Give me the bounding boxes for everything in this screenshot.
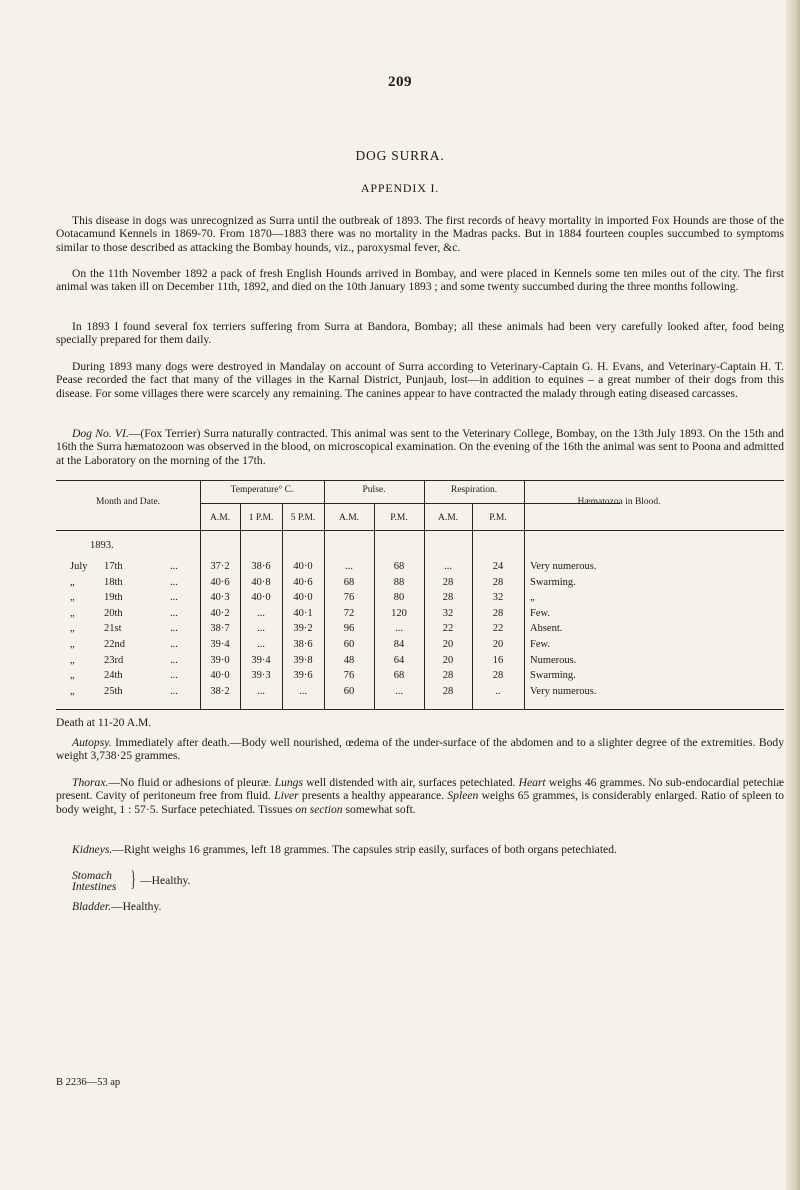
table-cell-p-pm: 120 bbox=[391, 607, 407, 619]
table-header-bottom-rule bbox=[56, 530, 784, 531]
header-pulse-pm: P.M. bbox=[390, 513, 408, 523]
intestines-label: Intestines bbox=[72, 880, 117, 893]
header-haematozoa: Hæmatozoa in Blood. bbox=[577, 497, 661, 507]
table-cell-h: Few. bbox=[530, 607, 551, 619]
table-cell-day: 24th bbox=[104, 670, 123, 682]
table-cell-t-1pm: ... bbox=[257, 607, 265, 619]
table-leader-dots: ... bbox=[170, 639, 178, 650]
table-cell-r-pm: 28 bbox=[492, 670, 504, 682]
header-resp-am: A.M. bbox=[437, 513, 459, 523]
table-leader-dots: ... bbox=[170, 607, 178, 619]
table-cell-t-am: 38·2 bbox=[210, 685, 230, 697]
table-cell-p-pm: ... bbox=[395, 623, 403, 635]
header-temp-5pm: 5 P.M. bbox=[290, 513, 316, 523]
table-cell-r-am: 20 bbox=[442, 654, 454, 666]
thorax-label: Thorax. bbox=[72, 776, 109, 789]
dog-description: —(Fox Terrier) Surra naturally contracted. This animal was sent to the Veterinary College, Bombay, on the 13th July 1893. On the 15th and 16th the Surra hæmatozoon was observed in the blood, on microscopical examination. On the evening of the 16th the animal was sent to Poona and admitted at the Laboratory on the morning of the 17th. bbox=[56, 427, 784, 467]
table-cell-t-1pm: 38·6 bbox=[251, 561, 271, 572]
table-leader-dots: ... bbox=[170, 576, 178, 588]
table-cell-t-am: 40·2 bbox=[210, 607, 230, 619]
paragraph-1: This disease in dogs was unrecognized as Surra until the outbreak of 1893. The first records of heavy mortality in imported Fox Hounds are those of the Ootacamund Kennels in 1869-70. From 1870—1883 there was no mortality in the Madras packs. But in 1884 fourteen couples succumbed to symptoms similar to those described as attacking the Bombay hounds, viz., paroxysmal fever, &c. bbox=[56, 214, 784, 254]
table-leader-dots: ... bbox=[170, 623, 178, 635]
paragraph-2: On the 11th November 1892 a pack of fresh English Hounds arrived in Bombay, and were placed in Kennels some ten miles out of the city. The first animal was taken ill on December 11th, 1892, and died on the 10th January 1893 ; and some twenty succumbed during the three months following. bbox=[56, 267, 784, 294]
table-cell-t-am: 39·4 bbox=[210, 639, 230, 650]
table-cell-r-pm: 28 bbox=[492, 607, 504, 619]
table-cell-t-5pm: ... bbox=[299, 685, 307, 697]
table-cell-r-pm: 16 bbox=[492, 654, 504, 666]
page-title: DOG SURRA. bbox=[355, 148, 445, 163]
table-cell-r-am: 28 bbox=[442, 576, 454, 588]
printer-mark: B 2236—53 ap bbox=[56, 1077, 121, 1088]
table-cell-month: „ bbox=[70, 654, 75, 666]
table-cell-h: Swarming. bbox=[530, 670, 576, 682]
table-cell-r-pm: .. bbox=[495, 685, 501, 697]
table-cell-r-pm: 22 bbox=[492, 623, 504, 635]
table-cell-r-am: 28 bbox=[442, 592, 454, 604]
table-vrule bbox=[524, 480, 525, 709]
table-cell-month: „ bbox=[70, 576, 75, 588]
kidneys-paragraph: Kidneys.—Right weighs 16 grammes, left 18 grammes. The capsules strip easily, surfaces of both organs petechiated. bbox=[72, 843, 617, 856]
table-cell-p-am: 72 bbox=[343, 607, 355, 619]
table-cell-r-am: ... bbox=[444, 561, 452, 572]
table-cell-t-1pm: 40·8 bbox=[251, 576, 271, 588]
table-cell-t-1pm: ... bbox=[257, 685, 265, 697]
stomach-label: Stomach bbox=[72, 869, 112, 882]
death-time: Death at 11-20 A.M. bbox=[56, 716, 152, 729]
paragraph-4: During 1893 many dogs were destroyed in Mandalay on account of Surra according to Veterinary-Captain G. H. Evans, and Veterinary-Captain H. T. Pease recorded the fact that many of the villages in the Karnal District, Punjaub, lost—in addition to equines – a great number of their dogs from this disease. For some villages there were scarcely any remaining. The canines appear to have contracted the malady through eating diseased carcasses. bbox=[56, 360, 784, 400]
table-cell-r-pm: 28 bbox=[492, 576, 504, 588]
thorax-paragraph: Thorax.—No fluid or adhesions of pleuræ. Lungs well distended with air, surfaces petechiated. Heart weighs 46 grammes. No sub-endocardial petechiæ present. Cavity of peritoneum free from fluid. Liver presents a healthy appearance. Spleen weighs 65 grammes, is considerably enlarged. Ratio of spleen to body weight, 1 : 57·5. Surface petechiated. Tissues on section somewhat soft. bbox=[56, 776, 784, 816]
table-cell-p-pm: 68 bbox=[393, 561, 405, 572]
appendix-heading: APPENDIX I. bbox=[360, 181, 440, 195]
autopsy-label: Autopsy. bbox=[72, 736, 112, 749]
table-cell-t-5pm: 40·1 bbox=[293, 607, 313, 619]
table-cell-t-am: 37·2 bbox=[210, 561, 230, 572]
page-edge bbox=[786, 0, 800, 1190]
table-leader-dots: ... bbox=[170, 561, 178, 572]
table-cell-p-am: 60 bbox=[343, 639, 355, 650]
table-cell-p-pm: 64 bbox=[393, 654, 405, 666]
table-cell-p-pm: 68 bbox=[393, 670, 405, 682]
header-resp-pm: P.M. bbox=[489, 513, 507, 523]
table-cell-p-am: 96 bbox=[343, 623, 355, 635]
table-cell-r-am: 22 bbox=[442, 623, 454, 635]
table-cell-t-5pm: 38·6 bbox=[293, 639, 313, 650]
table-cell-t-5pm: 39·2 bbox=[293, 623, 313, 635]
table-cell-t-am: 40·0 bbox=[210, 670, 230, 682]
table-cell-month: „ bbox=[70, 685, 75, 697]
table-cell-day: 22nd bbox=[104, 639, 125, 650]
table-cell-t-5pm: 40·6 bbox=[293, 576, 313, 588]
table-cell-p-am: 48 bbox=[343, 654, 355, 666]
table-leader-dots: ... bbox=[170, 670, 178, 682]
table-leader-dots: ... bbox=[170, 654, 178, 666]
table-cell-t-1pm: ... bbox=[257, 623, 265, 635]
table-cell-t-am: 39·0 bbox=[210, 654, 230, 666]
table-cell-t-1pm: 39·3 bbox=[251, 670, 271, 682]
table-cell-month: „ bbox=[70, 639, 75, 650]
table-cell-day: 19th bbox=[104, 592, 123, 604]
table-leader-dots: ... bbox=[170, 592, 178, 604]
header-pulse: Pulse. bbox=[362, 485, 386, 495]
table-cell-p-pm: 88 bbox=[393, 576, 405, 588]
table-cell-day: 25th bbox=[104, 685, 123, 697]
table-cell-t-5pm: 40·0 bbox=[293, 561, 313, 572]
table-cell-t-am: 38·7 bbox=[210, 623, 230, 635]
table-cell-r-pm: 20 bbox=[492, 639, 504, 650]
table-cell-t-5pm: 39·8 bbox=[293, 654, 313, 666]
table-cell-day: 17th bbox=[104, 561, 123, 572]
table-cell-day: 23rd bbox=[104, 654, 124, 666]
table-cell-t-1pm: 40·0 bbox=[251, 592, 271, 604]
table-cell-p-am: 68 bbox=[343, 576, 355, 588]
table-cell-h: Absent. bbox=[530, 623, 563, 635]
table-cell-t-am: 40·6 bbox=[210, 576, 230, 588]
header-temp-am: A.M. bbox=[209, 513, 231, 523]
table-cell-day: 18th bbox=[104, 576, 123, 588]
table-cell-r-am: 32 bbox=[442, 607, 454, 619]
table-year: 1893. bbox=[90, 540, 114, 551]
table-cell-r-pm: 24 bbox=[492, 561, 504, 572]
table-top-rule bbox=[56, 480, 784, 481]
paragraph-3: In 1893 I found several fox terriers suffering from Surra at Bandora, Bombay; all these animals had been very carefully looked after, food being specially prepared for them daily. bbox=[56, 320, 784, 347]
table-cell-r-am: 28 bbox=[442, 670, 454, 682]
table-cell-r-pm: 32 bbox=[492, 592, 504, 604]
table-cell-day: 21st bbox=[104, 623, 122, 635]
table-cell-h: Numerous. bbox=[530, 654, 577, 666]
table-leader-dots: ... bbox=[170, 685, 178, 697]
table-cell-p-pm: 84 bbox=[393, 639, 405, 650]
table-cell-month: „ bbox=[70, 607, 75, 619]
bladder-label: Bladder. bbox=[72, 900, 111, 913]
table-cell-month: „ bbox=[70, 623, 75, 635]
page-number: 209 bbox=[388, 74, 412, 90]
table-cell-p-pm: ... bbox=[395, 685, 403, 697]
table-cell-p-am: 60 bbox=[343, 685, 355, 697]
table-cell-p-am: 76 bbox=[343, 592, 355, 604]
table-cell-p-am: 76 bbox=[343, 670, 355, 682]
header-respiration: Respiration. bbox=[450, 485, 498, 495]
table-cell-r-am: 20 bbox=[442, 639, 454, 650]
table-cell-p-am: ... bbox=[345, 561, 353, 572]
table-cell-h: Swarming. bbox=[530, 576, 576, 588]
table-cell-h: Few. bbox=[530, 639, 551, 650]
table-cell-t-5pm: 39·6 bbox=[293, 670, 313, 682]
table-cell-month: „ bbox=[70, 670, 75, 682]
brace-glyph: } bbox=[130, 866, 136, 891]
kidneys-label: Kidneys. bbox=[72, 843, 113, 856]
header-temp-1pm: 1 P.M. bbox=[248, 513, 274, 523]
bladder-paragraph: Bladder.—Healthy. bbox=[72, 900, 162, 913]
dog-label: Dog No. VI. bbox=[72, 427, 129, 440]
table-cell-t-1pm: ... bbox=[257, 639, 265, 650]
header-temperature: Temperature° C. bbox=[230, 485, 294, 495]
autopsy-paragraph: Autopsy. Immediately after death.—Body well nourished, œdema of the under-surface of the abdomen and to a slighter degree of the extremities. Body weight 3,738·25 grammes. bbox=[56, 736, 784, 763]
table-cell-month: July bbox=[70, 561, 88, 572]
table-cell-h: „ bbox=[530, 592, 535, 604]
table-cell-month: „ bbox=[70, 592, 75, 604]
table-bottom-rule bbox=[56, 709, 784, 710]
table-cell-t-5pm: 40·0 bbox=[293, 592, 313, 604]
table-cell-p-pm: 80 bbox=[393, 592, 405, 604]
paragraph-5 bbox=[56, 427, 784, 467]
header-month-date: Month and Date. bbox=[95, 497, 161, 507]
table-cell-t-1pm: 39·4 bbox=[251, 654, 271, 666]
table-cell-t-am: 40·3 bbox=[210, 592, 230, 604]
table-cell-r-am: 28 bbox=[442, 685, 454, 697]
stomach-result: —Healthy. bbox=[140, 874, 191, 887]
header-pulse-am: A.M. bbox=[338, 513, 360, 523]
table-cell-h: Very numerous. bbox=[530, 685, 597, 697]
table-cell-day: 20th bbox=[104, 607, 123, 619]
table-cell-h: Very numerous. bbox=[530, 561, 597, 572]
